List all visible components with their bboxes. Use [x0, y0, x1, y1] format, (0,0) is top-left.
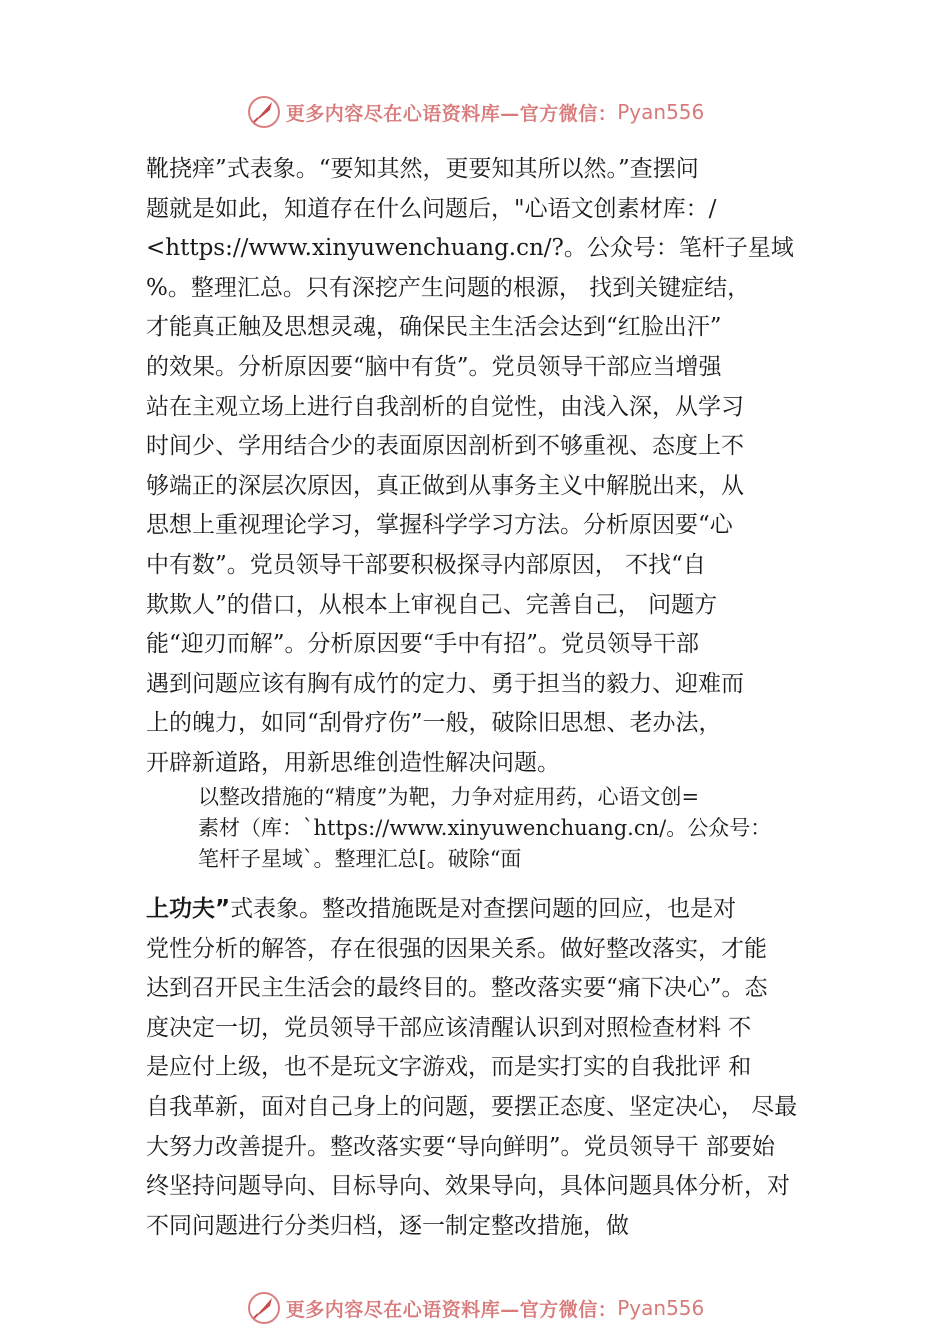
text-line: 开辟新道路，用新思维创造性解决问题。	[146, 749, 560, 776]
text-line: 笔杆子星域`。整理汇总[。破除“面	[198, 847, 522, 871]
text-line: 能“迎刃而解”。分析原因要“手中有招”。党员领导干部	[146, 631, 700, 658]
text-line: 够端正的深层次原因，真正做到从事务主义中解脱出来，从	[146, 472, 744, 499]
text-line: 题就是如此，知道存在什么问题后，"心语文创素材库：/	[146, 195, 717, 222]
text-line: 靴挠痒”式表象。“要知其然，更要知其所以然。”查摆问	[146, 156, 699, 182]
text-line: 自我革新，面对自己身上的问题，要摆正态度、坚定决心， 尽最	[146, 1093, 798, 1120]
footer-watermark	[0, 1288, 950, 1328]
paragraph-rectification	[146, 890, 797, 1246]
text-line: 欺欺人”的借口，从根本上审视自己、完善自己， 问题方	[146, 591, 718, 618]
text-line: 素材（库：`https://www.xinyuwenchuang.cn/。公众号：	[198, 816, 772, 840]
text-line: <https://www.xinyuwenchuang.cn/?。公众号：笔杆子星域	[146, 235, 794, 262]
indented-heading-paragraph	[198, 782, 838, 875]
text-line: 不同问题进行分类归档，逐一制定整改措施，做	[146, 1212, 629, 1239]
watermark-brand: Pyan556	[617, 100, 705, 124]
text-line: 达到召开民主生活会的最终目的。整改落实要“痛下决心”。态	[146, 975, 768, 1002]
text-line	[146, 890, 797, 930]
header-watermark	[0, 92, 950, 132]
text-line: 思想上重视理论学习，掌握科学学习方法。分析原因要“心	[146, 512, 733, 539]
text-line: 的效果。分析原因要“脑中有货”。党员领导干部应当增强	[146, 353, 722, 380]
text-line: %。整理汇总。只有深挖产生问题的根源， 找到关键症结，	[146, 274, 751, 301]
text-line: 遇到问题应该有胸有成竹的定力、勇于担当的毅力、迎难而	[146, 670, 744, 697]
text-run: 式表象。整改措施既是对查摆问题的回应，也是对	[230, 896, 737, 922]
text-line: 时间少、学用结合少的表面原因剖析到不够重视、态度上不	[146, 433, 744, 460]
text-line: 党性分析的解答，存在很强的因果关系。做好整改落实，才能	[146, 935, 767, 962]
text-line: 才能真正触及思想灵魂，确保民主生活会达到“红脸出汗”	[146, 314, 722, 341]
text-line: 上的魄力，如同“刮骨疗伤”一般，破除旧思想、老办法，	[146, 710, 722, 737]
text-line: 是应付上级，也不是玩文字游戏，而是实打实的自我批评 和	[146, 1054, 752, 1081]
document-body	[146, 150, 836, 1239]
text-line: 中有数”。党员领导干部要积极探寻内部原因， 不找“自	[146, 551, 706, 578]
quill-logo-icon	[246, 94, 282, 130]
watermark-text: 更多内容尽在心语资料库—官方微信：	[285, 1298, 618, 1321]
text-line: 大努力改善提升。整改落实要“导向鲜明”。党员领导干 部要始	[146, 1133, 775, 1160]
text-line: 以整改措施的“精度”为靶，力争对症用药，心语文创=	[198, 785, 700, 809]
watermark-text: 更多内容尽在心语资料库—官方微信：	[285, 102, 618, 125]
quill-logo-icon	[246, 1290, 282, 1326]
text-line: 站在主观立场上进行自我剖析的自觉性，由浅入深，从学习	[146, 393, 744, 420]
bold-lead-text: 上功夫”	[146, 896, 231, 922]
paragraph-analysis	[146, 150, 836, 784]
watermark-brand: Pyan556	[617, 1296, 705, 1320]
text-line: 度决定一切，党员领导干部应该清醒认识到对照检查材料 不	[146, 1014, 752, 1041]
text-line: 终坚持问题导向、目标导向、效果导向，具体问题具体分析，对	[146, 1173, 790, 1200]
